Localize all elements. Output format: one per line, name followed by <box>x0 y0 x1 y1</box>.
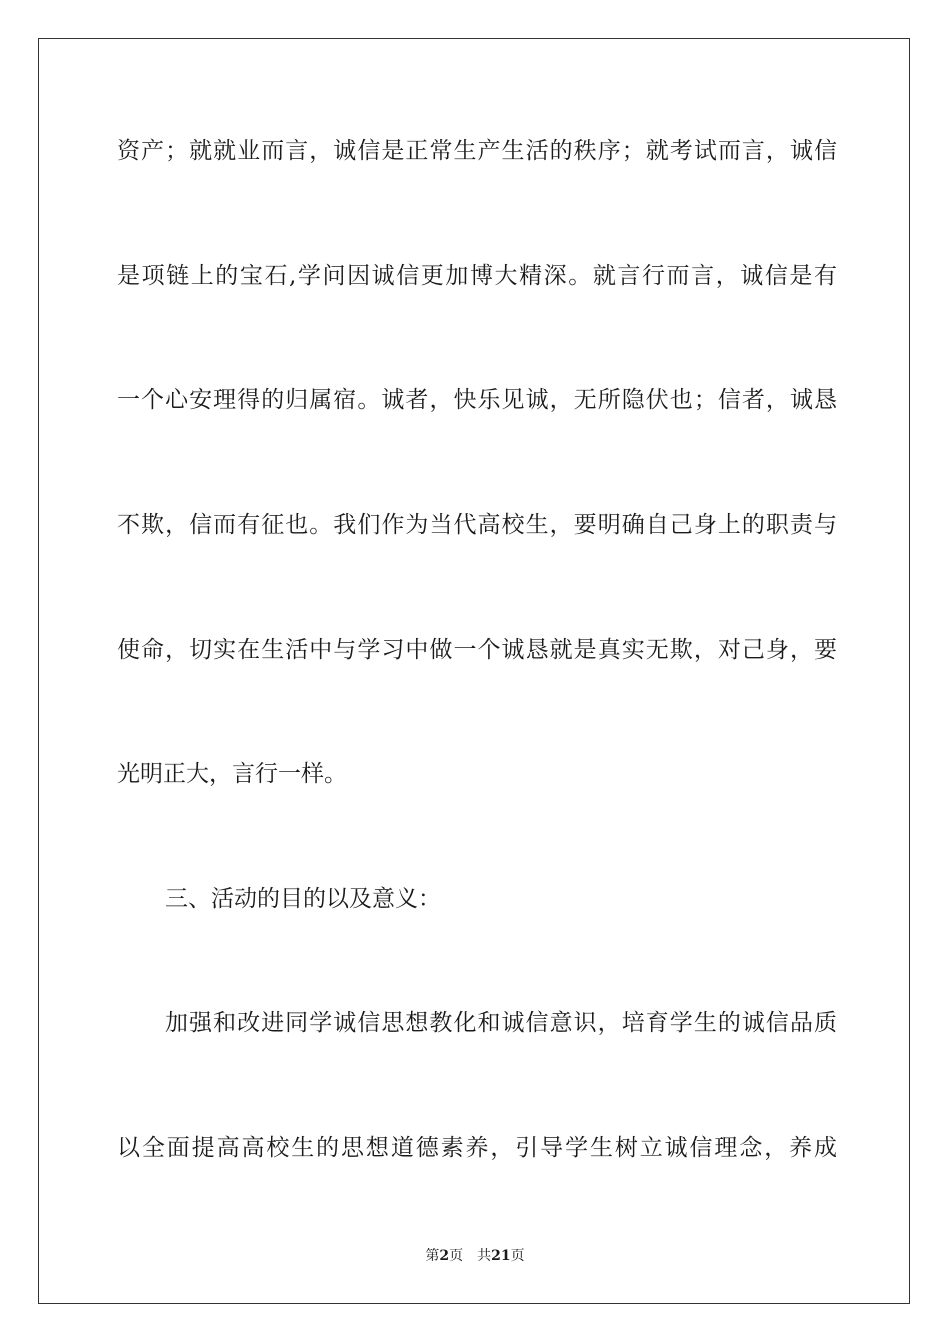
total-pages: 21 <box>491 1248 511 1264</box>
body-text-line-4: 不欺，信而有征也。我们作为当代高校生，要明确自己身上的职责与 <box>117 512 837 538</box>
body-text-line-5: 使命，切实在生活中与学习中做一个诚恳就是真实无欺，对己身，要 <box>117 637 837 663</box>
total-suffix: 页 <box>510 1248 525 1264</box>
body-text-line-3: 一个心安理得的归属宿。诚者，快乐见诚，无所隐伏也；信者，诚恳 <box>117 387 837 413</box>
body-text-line-1: 资产；就就业而言，诚信是正常生产生活的秩序；就考试而言，诚信 <box>117 138 837 164</box>
page-number: 2 <box>439 1248 450 1264</box>
body-text-line-2: 是项链上的宝石,学问因诚信更加博大精深。就言行而言，诚信是有 <box>117 263 837 289</box>
total-prefix: 共 <box>477 1248 492 1264</box>
page-footer <box>0 1247 950 1265</box>
body-text-line-6: 光明正大，言行一样。 <box>117 761 347 787</box>
page-prefix: 第 <box>425 1248 440 1264</box>
section-heading: 三、活动的目的以及意义： <box>165 886 441 912</box>
body-text-line-8: 以全面提高高校生的思想道德素养，引导学生树立诚信理念，养成 <box>117 1135 837 1161</box>
body-text-line-7: 加强和改进同学诚信思想教化和诚信意识，培育学生的诚信品质 <box>165 1010 837 1036</box>
page-border <box>38 38 910 1304</box>
page-suffix: 页 <box>449 1248 464 1264</box>
